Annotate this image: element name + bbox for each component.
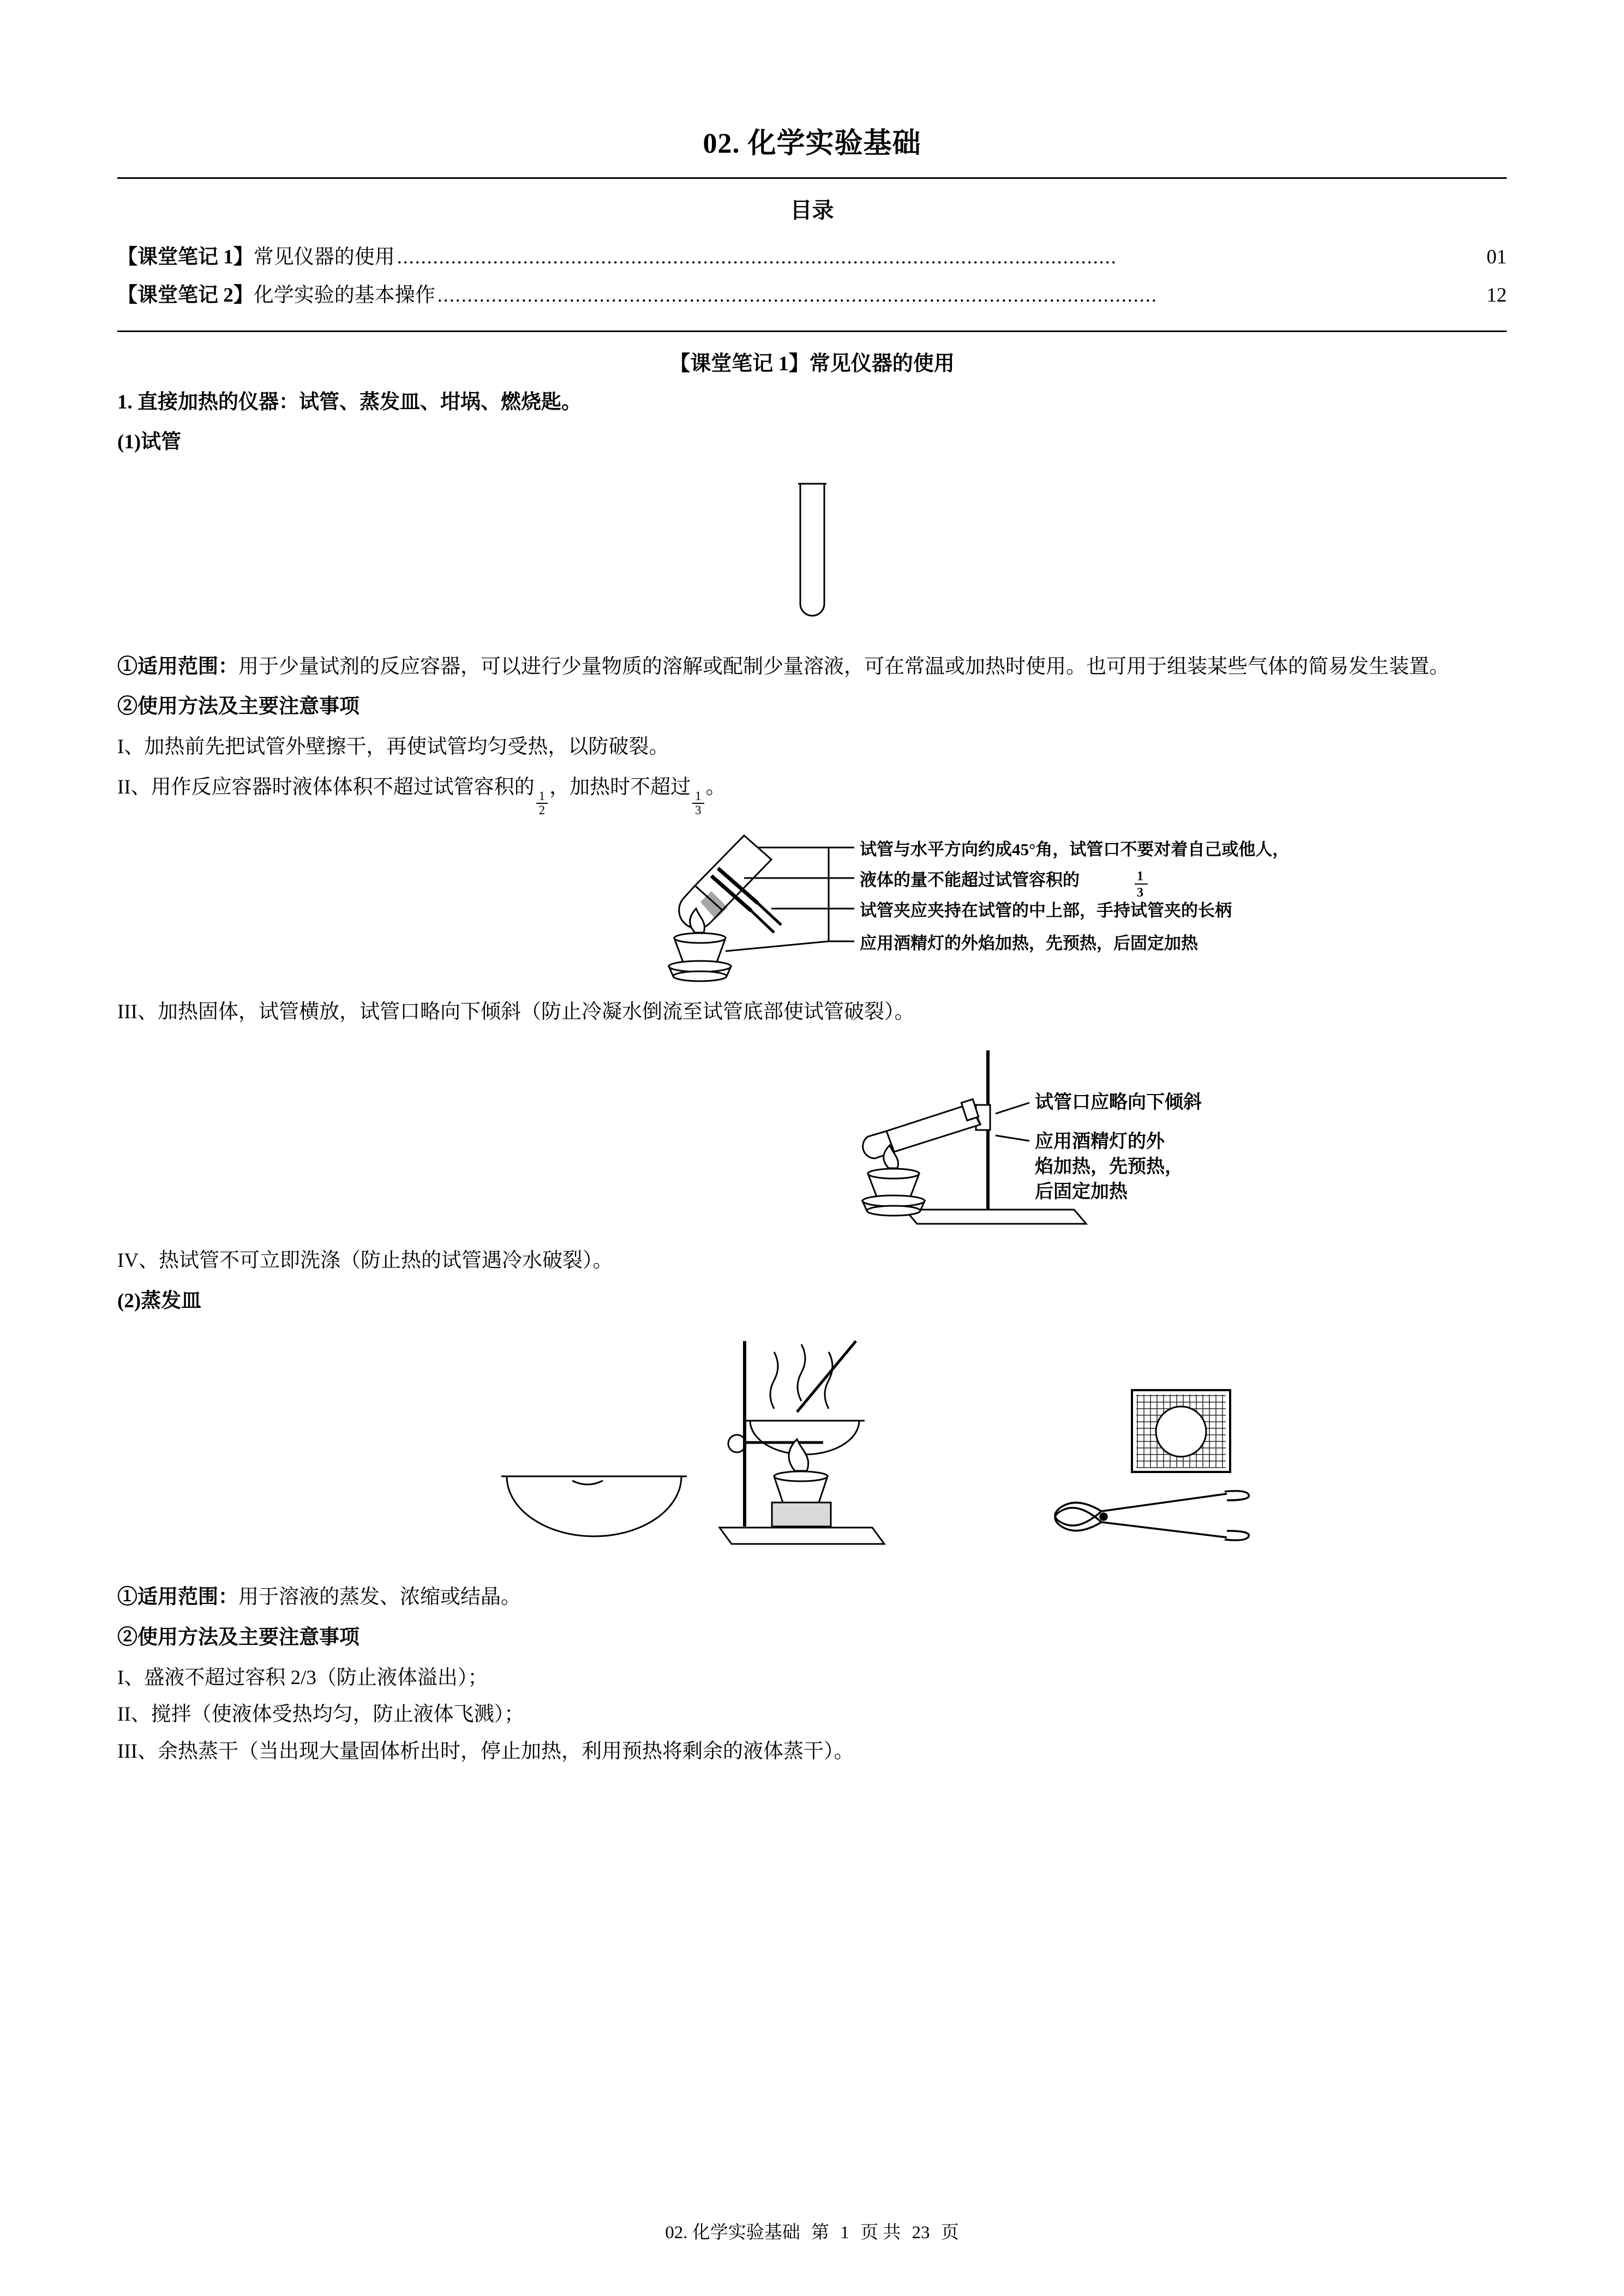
footer-title: 02. 化学实验基础	[665, 2223, 800, 2243]
figure-test-tube	[117, 478, 1507, 636]
paragraph-usage-2-I: I、盛液不超过容积 2/3（防止液体溢出）；	[117, 1666, 488, 1689]
toc-entry-2-label: 【课堂笔记 2】	[117, 284, 254, 307]
footer-page-number: 1	[840, 2223, 849, 2243]
paragraph-usage-1-II	[117, 770, 1507, 818]
divider-top	[117, 177, 1507, 179]
divider-bottom	[117, 330, 1507, 332]
footer-page-prefix: 第	[811, 2223, 829, 2243]
evaporation-setup	[720, 1341, 884, 1544]
figure1-callout-4: 应用酒精灯的外焰加热，先预热，后固定加热	[859, 934, 1198, 953]
paragraph-usage-1-I: I、加热前先把试管外壁擦干，再使试管均匀受热，以防破裂。	[117, 736, 669, 759]
paragraph-usage-2-III: III、余热蒸干（当出现大量固体析出时，停止加热，利用预热将剩余的液体蒸干）。	[117, 1740, 854, 1763]
figure-heating-liquid	[117, 826, 1507, 989]
fraction-numerator: 1	[692, 790, 704, 804]
figure2-callout-2-line2: 焰加热，先预热，	[1034, 1157, 1183, 1177]
heating-solid-illustration	[349, 1039, 1276, 1236]
usage-1-II-c: 。	[705, 776, 726, 798]
toc-entry-2-text: 化学实验的基本操作	[253, 284, 435, 307]
footer-page-suffix: 页	[940, 2223, 959, 2243]
footer-page-total: 23	[912, 2223, 930, 2243]
section-heading: 【课堂笔记 1】常见仪器的使用	[669, 352, 955, 375]
paragraph-scope-1	[117, 650, 1507, 684]
fraction-one-half	[536, 790, 548, 817]
toc-entry-1[interactable]	[117, 238, 1507, 277]
page-title: 02. 化学实验基础	[703, 128, 921, 159]
fraction-denominator: 2	[538, 803, 546, 818]
footer-page-mid: 页 共	[860, 2223, 901, 2243]
scope-1-text: 用于少量试剂的反应容器，可以进行少量物质的溶解或配制少量溶液，可在常温或加热时使用。也可用于组装某些气体的简易发生装置。	[238, 655, 1449, 678]
figure2-callout-2-line3: 后固定加热	[1034, 1182, 1128, 1203]
usage-1-II-a: II、用作反应容器时液体体积不超过试管容积的	[117, 776, 535, 798]
figure1-fraction-numerator: 1	[1136, 869, 1143, 884]
evaporating-dish-shape	[501, 1476, 687, 1536]
figure1-callout-3: 试管夹应夹持在试管的中上部，手持试管夹的长柄	[859, 901, 1232, 921]
paragraph-usage-2-II: II、搅拌（使液体受热均匀，防止液体飞溅）；	[117, 1703, 525, 1726]
wire-gauze	[1132, 1390, 1230, 1472]
page-footer	[0, 2218, 1624, 2244]
scope-1-label: ①适用范围：	[117, 655, 238, 678]
fraction-denominator: 3	[695, 803, 702, 818]
figure-heating-solid	[117, 1039, 1507, 1236]
paragraph-scope-2	[117, 1580, 1507, 1615]
toc-entry-1-label: 【课堂笔记 1】	[117, 246, 254, 268]
paragraph-usage-heading-2: ②使用方法及主要注意事项	[117, 1626, 359, 1649]
test-tube-illustration	[730, 478, 894, 636]
scope-2-text: 用于溶液的蒸发、浓缩或结晶。	[238, 1586, 521, 1609]
paragraph-instruments-list: 1. 直接加热的仪器：试管、蒸发皿、坩埚、燃烧匙。	[117, 390, 582, 413]
paragraph-usage-heading-1: ②使用方法及主要注意事项	[117, 695, 359, 718]
figure2-callout-1: 试管口应略向下倾斜	[1034, 1092, 1202, 1113]
scope-2-label: ①适用范围：	[117, 1586, 238, 1609]
toc-entry-1-page: 01	[1487, 246, 1507, 268]
toc-entry-2-dots: ........................................................................................................................	[437, 284, 1158, 306]
paragraph-usage-1-IV: IV、热试管不可立即洗涤（防止热的试管遇冷水破裂）。	[117, 1249, 613, 1272]
toc-entry-1-text: 常见仪器的使用	[253, 246, 395, 268]
crucible-tongs	[1055, 1491, 1249, 1540]
usage-1-II-b: ，加热时不超过	[549, 776, 691, 798]
evaporating-dish-illustration	[267, 1330, 1358, 1570]
figure2-callout-2-line1: 应用酒精灯的外	[1034, 1132, 1165, 1152]
paragraph-test-tube-label: (1)试管	[117, 431, 182, 454]
figure-evaporating-dish-group	[117, 1330, 1507, 1570]
paragraph-evaporating-dish-label: (2)蒸发皿	[117, 1289, 202, 1312]
figure1-callout-1: 试管与水平方向约成45°角，试管口不要对着自己或他人，	[859, 840, 1289, 860]
toc-entry-2[interactable]	[117, 277, 1507, 315]
figure1-callout-2: 液体的量不能超过试管容积的	[859, 870, 1080, 890]
heating-liquid-illustration	[264, 826, 1361, 989]
toc-heading: 目录	[790, 198, 834, 223]
figure1-fraction-denominator: 3	[1136, 886, 1143, 900]
fraction-one-third	[692, 790, 704, 817]
fraction-numerator: 1	[536, 790, 548, 804]
toc-entry-1-dots: ........................................................................................................................	[397, 246, 1117, 268]
toc-entry-2-page: 12	[1487, 284, 1507, 307]
paragraph-usage-1-III: III、加热固体，试管横放，试管口略向下倾斜（防止冷凝水倒流至试管底部使试管破裂）。	[117, 1001, 915, 1024]
figure1-callout-2-fraction	[1135, 869, 1148, 900]
